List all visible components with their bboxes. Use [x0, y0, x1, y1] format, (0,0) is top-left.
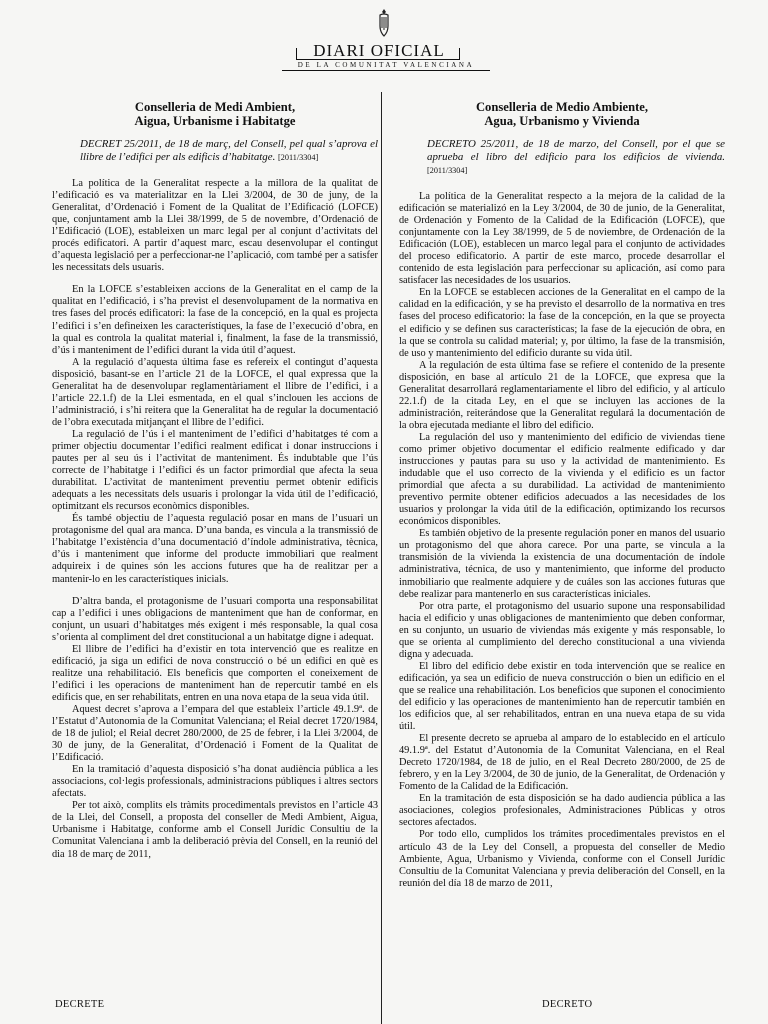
decree-reference: [2011/3304] [427, 166, 468, 175]
decree-title-text: DECRET 25/2011, de 18 de març, del Consell, pel qual s’aprova el llibre de l’edifici per als edificis d’habitatge. [80, 138, 378, 163]
department-heading-line2: Aigua, Urbanisme i Habitatge [134, 114, 296, 128]
paragraph: Por todo ello, cumplidos los trámites procedimentales previstos en el artículo 43 de la Ley del Consell, a propuesta del conseller de Medio Ambiente, Agua, Urbanismo y Vivienda, conforme con el Consell Jurídic Consultiu de la Comunitat Valenciana y previa deliberación del Consell, en la reunión del día 18 de marzo de 2011, [399, 829, 725, 889]
decree-body [399, 191, 725, 890]
paragraph: Es también objetivo de la presente regulación poner en manos del usuario un protagonismo del que ahora carece. Por una parte, se vincula a la transmisión de la vivienda la existencia de una documentación de índole administrativa, técnica, de uso y mantenimiento, que informe del producto inmobiliario que realmente adquiere y de cuáles son las acciones futuras que debe realizar para mantenerlo en sus características iniciales. [399, 528, 725, 600]
paragraph: La regulación del uso y mantenimiento del edificio de viviendas tiene como primer objetivo documentar el edificio realmente edificado y dar instrucciones y pautas para su uso y la actividad de mantenimiento. Es indudable que el uso correcto de la vivienda y el edificio es un factor primordial que afecta a su durabilidad. La actividad de mantenimiento preventivo permite obtener edificios adecuados a las necesidades de los usuarios y prolongar la vida útil de la edificación, optimizando los recursos económicos disponibles. [399, 431, 725, 528]
continuation-word: DECRETO [542, 999, 593, 1010]
paragraph: La regulació de l’ús i el manteniment de l’edifici d’habitatges té com a primer objectiu documentar l’edifici realment edificat i donar instruccions i pautes per al seu ús i l’activitat de manteniment. És indubtable que l’ús correcte de l’habitatge i l’edifici és un factor primordial que afecta la seua durabilitat. L’activitat de manteniment preventiu permet obtenir edificis adequats a les necessitats dels usuaris i prolongar la vida útil de l’edificació, optimitzant els recursos econòmics disponibles. [52, 428, 378, 513]
column-valencian [52, 100, 378, 861]
paragraph: En la LOFCE s’estableixen accions de la Generalitat en el camp de la qualitat en l’edificació, i s’ha previst el desenvolupament de la normativa en tres fases del procés edificatori: la fase de la concepció, en la qual es projecta l’edifici i s’en defineixen les característiques, la fase de l’execució d’obra, en la qual es controla la qualitat material i, finalment, la fase de la transmissió, d’ús i manteniment de l’edifici durant la vida útil d’aquest. [52, 284, 378, 356]
column-spanish [399, 100, 725, 890]
decree-title [427, 138, 725, 177]
column-divider [381, 92, 382, 1024]
masthead-rule [282, 70, 490, 71]
paragraph: Aquest decret s’aprova a l’empara del que estableix l’article 49.1.9ª. de l’Estatut d’Autonomia de la Comunitat Valenciana; el Reial decret 1720/1984, de 18 de juliol; el Reial decret 280/2000, de 25 de febrer, i la Llei 3/2004, de 30 de juny, de la Generalitat, d’Ordenació i Foment de la Qualitat de l’Edificació. [52, 703, 378, 764]
paragraph: A la regulació d’aquesta última fase es refereix el contingut d’aquesta disposició, basant-se en l’article 21 de la LOFCE, el qual expressa que la Generalitat ha de desenvolupar reglamentàriament el llibre de l’edifici, i a l’article 22.1.f) de la Llei esmentada, en el qual s’inclouen les accions de l’administració, i s’hi reitera que la Generalitat ha de regular la documentació de l’obra executada mitjançant el llibre de l’edifici. [52, 356, 378, 428]
paragraph: En la LOFCE se establecen acciones de la Generalitat en el campo de la calidad en la edificación, y se ha previsto el desarrollo de la normativa en tres fases del proceso edificatorio: la fase de la concepción, en la que se proyecta el edificio y se definen sus características; la fase de la ejecución de obra, en la que se controla su calidad material; y, por último, la fase de la transmisión, de uso y mantenimiento del edificio durante su vida útil. [399, 287, 725, 359]
masthead-title: DIARI OFICIAL [313, 41, 445, 60]
continuation-word: DECRETE [55, 999, 105, 1010]
paragraph: La política de la Generalitat respecte a la millora de la qualitat de l’edificació es va materialitzar en la Llei 3/2004, de 30 de juny, de la Generalitat, d’Ordenació i Foment de la Qualitat de l’Edificació (LOFCE) que, conjuntament amb la Llei 38/1999, de 5 de novembre, d’Ordenació de l’Edificació (LOE), estableixen un marc legal per al conjunt d’activitats del procés edificatori. A partir d’aquest marc, escau desenvolupar el contingut d’aquesta legislació per a perfeccionar-ne l’aplicació, com també per a satisfer les necessitats dels usuaris. [52, 178, 378, 274]
department-heading-line2: Agua, Urbanismo y Vivienda [484, 114, 640, 128]
paragraph: El llibre de l’edifici ha d’existir en tota intervenció que es realitze en edificació, ja siga un edifici de nova construcció o bé un edifici en què es realitze una rehabilitació. Els beneficis que comporten el coneixement de l’edifici i les operacions de manteniment han de repercutir també en els edificis que, en ser rehabilitats, entren en una nova etapa de la seua vida útil. [52, 643, 378, 703]
paragraph: A la regulación de esta última fase se refiere el contenido de la presente disposición, en base al artículo 21 de la LOFCE, que expresa que la Generalitat desarrollará reglamentariamente el libro del edificio, y al artículo 22.1.f) de la citada Ley, en el que se incluyen las acciones de la administración, reiterándose que la Generalitat regulará la documentación de la obra ejecutada mediante el libro del edificio. [399, 359, 725, 431]
decree-body [52, 178, 378, 861]
paragraph: És també objectiu de l’aquesta regulació posar en mans de l’usuari un protagonisme del qual ara manca. D’una banda, es vincula a la transmissió de l’habitatge l’existència d’una documentació d’índole administrativa, tècnica, d’ús i manteniment que informe del producte immobiliari que realment adquireix i de quines són les accions futures que ha de realitzar per a mantenir-lo en les característiques inicials. [52, 513, 378, 585]
department-heading-line1: Conselleria de Medio Ambiente, [475, 100, 649, 114]
paragraph: La política de la Generalitat respecto a la mejora de la calidad de la edificación se materializó en la Ley 3/2004, de 30 de junio, de la Generalitat, de Ordenación y Fomento de la Calidad de la Edificación (LOFCE), que conjuntamente con la Ley 38/1999, de 5 de noviembre, de Ordenación de la Edificación (LOE), establecen un marco legal para el conjunto de actividades del proceso edificatorio. A partir de este marco, procede desarrollar el contenido de esta legislación para perfeccionar su aplicación, así como para satisfacer las necesidades de los usuarios. [399, 191, 725, 287]
decree-reference: [2011/3304] [278, 153, 319, 162]
paragraph: Por otra parte, el protagonismo del usuario supone una responsabilidad hacia el edificio y unas obligaciones de mantenimiento que deben conformar, en su conjunto, un usuario de viviendas más exigente y más responsable, lo que se orienta al cumplimiento del derecho constitucional a una vivienda digna y adecuada. [399, 600, 725, 660]
decree-title-text: DECRETO 25/2011, de 18 de marzo, del Consell, por el que se aprueba el libro del edificio para los edificios de vivienda. [427, 138, 725, 163]
paragraph: El presente decreto se aprueba al amparo de lo establecido en el artículo 49.1.9ª. del Estatut d’Autonomia de la Comunitat Valenciana, en el Real Decreto 1720/1984, de 18 de julio, en el Real Decreto 280/2000, de 25 de febrero, y en la Ley 3/2004, de 30 de junio, de la Generalitat, de Ordenación y Fomento de la Calidad de la Edificación. [399, 733, 725, 793]
paragraph: En la tramitación de esta disposición se ha dado audiencia pública a las asociaciones, colegios profesionales, Administraciones Públicas y otros sectores afectados. [399, 793, 725, 829]
department-heading-line1: Conselleria de Medi Ambient, [134, 100, 296, 114]
decree-title [80, 138, 378, 164]
masthead [0, 0, 768, 78]
masthead-subtitle: DE LA COMUNITAT VALENCIANA [297, 61, 475, 69]
paragraph: En la tramitació d’aquesta disposició s’ha donat audiència pública a les associacions, col·legis professionals, administracions públiques i altres sectors afectats. [52, 764, 378, 800]
paragraph: D’altra banda, el protagonisme de l’usuari comporta una responsabilitat cap a l’edifici i unes obligacions de manteniment que han de conformar, en conjunt, un usuari d’habitatges més exigent i més responsable, la qual cosa s’orienta al compliment del dret constitucional a un habitatge digne i adequat. [52, 595, 378, 643]
coat-of-arms-icon [376, 8, 392, 38]
paragraph: Per tot això, complits els tràmits procedimentals previstos en l’article 43 de la Llei, del Consell, a proposta del conseller de Medi Ambient, Aigua, Urbanisme i Habitatge, conforme amb el Consell Jurídic Consultiu de la Comunitat Valenciana i amb la deliberació prèvia del Consell, en la reunió del dia 18 de març de 2011, [52, 800, 378, 860]
paragraph: El libro del edificio debe existir en toda intervención que se realice en edificación, ya sea un edificio de nueva construcción o bien un edificio en el que se realice una rehabilitación. Los beneficios que suponen el conocimiento del edificio y las operaciones de mantenimiento han de repercutir también en los edificios que, al ser rehabilitados, entran en una nueva etapa de su vida útil. [399, 660, 725, 733]
